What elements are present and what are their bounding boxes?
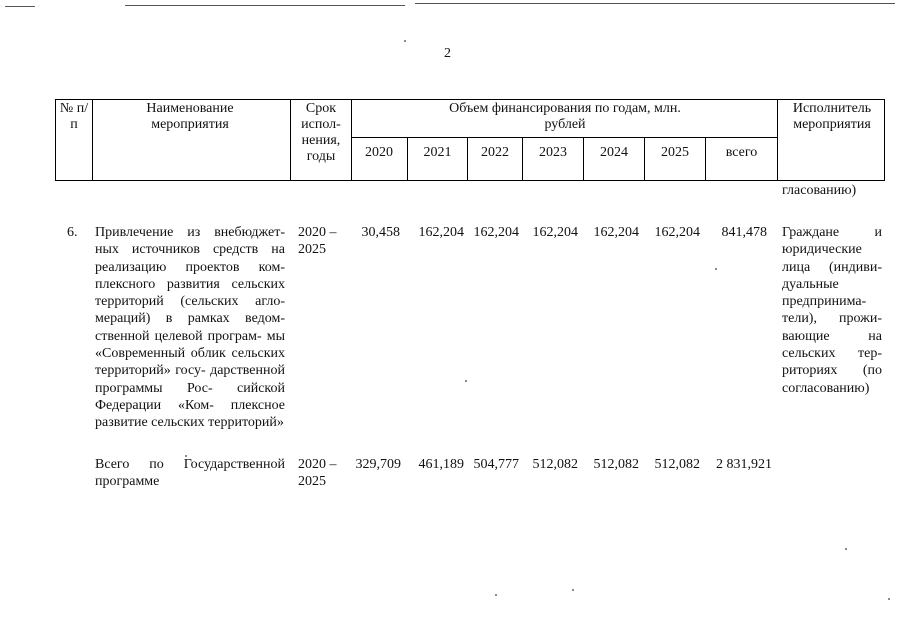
page-number: 2 — [444, 46, 451, 61]
header-col-no: № п/п — [59, 101, 89, 132]
scan-dot — [715, 268, 717, 270]
header-bottom-border — [55, 180, 885, 181]
header-col-border — [884, 99, 885, 181]
scan-dot — [404, 40, 406, 42]
header-year-2021: 2021 — [423, 145, 452, 160]
row-value-2023: 162,204 — [532, 225, 578, 240]
scan-dot — [888, 598, 890, 600]
row-value-2022: 162,204 — [473, 225, 519, 240]
total-row-name: Всего по Государственной программе — [95, 457, 285, 490]
header-col-border — [290, 99, 291, 181]
header-col-border — [55, 99, 56, 181]
total-row-term: 2020 – 2025 — [298, 457, 337, 490]
total-value-2021: 461,189 — [418, 457, 464, 472]
row-number: 6. — [67, 225, 78, 240]
scan-dot — [465, 380, 467, 382]
row-value-2021: 162,204 — [418, 225, 464, 240]
row-value-total: 841,478 — [721, 225, 767, 240]
total-value-2023: 512,082 — [532, 457, 578, 472]
header-col-term: Срок испол- нения, годы — [301, 101, 341, 164]
header-year-2023: 2023 — [539, 145, 567, 160]
row-value-2025: 162,204 — [654, 225, 700, 240]
total-value-total: 2 831,921 — [716, 457, 772, 472]
header-year-2025: 2025 — [661, 145, 689, 160]
scan-dot — [495, 594, 497, 596]
header-col-border — [92, 99, 93, 181]
header-year-2024: 2024 — [600, 145, 628, 160]
header-total: всего — [725, 145, 758, 160]
scan-edge-line — [5, 6, 35, 7]
scan-edge-line — [125, 5, 405, 6]
scan-dot — [572, 589, 574, 591]
header-col-name: Наименование мероприятия — [146, 101, 234, 132]
total-value-2024: 512,082 — [593, 457, 639, 472]
scan-dot — [845, 548, 847, 550]
carryover-text: гласованию) — [782, 183, 857, 198]
row-name: Привлечение из внебюджет- ных источников средств на реализацию проектов ком- плексного развития сельских территорий (сельских агло- мераций) в рамках ведом- ственной целевой програм- мы «Современный облик сельских территорий» госу- дарственной программы Рос- сийской Федерации «Ком- плексное развитие сельских территорий» — [95, 225, 285, 431]
funding-subheader-border — [351, 137, 777, 138]
header-col-border — [777, 99, 778, 181]
header-col-border — [351, 99, 352, 181]
header-year-2022: 2022 — [481, 145, 509, 160]
header-col-funding: Объем финансирования по годам, млн. рублей — [449, 101, 681, 132]
row-term: 2020 – 2025 — [298, 225, 337, 258]
total-value-2025: 512,082 — [654, 457, 700, 472]
total-value-2022: 504,777 — [473, 457, 519, 472]
header-col-executor: Исполнитель мероприятия — [792, 101, 872, 132]
row-value-2024: 162,204 — [593, 225, 639, 240]
row-value-2020: 30,458 — [361, 225, 400, 240]
row-executor: Граждане и юридические лица (индиви- дуальные предпринима- тели), прожи- вающие на сельских тер- риториях (по согласованию) — [782, 225, 882, 396]
table-header — [55, 99, 885, 181]
total-value-2020: 329,709 — [355, 457, 401, 472]
scan-edge-line — [415, 3, 895, 4]
header-top-border — [55, 99, 885, 100]
header-year-2020: 2020 — [365, 145, 393, 160]
